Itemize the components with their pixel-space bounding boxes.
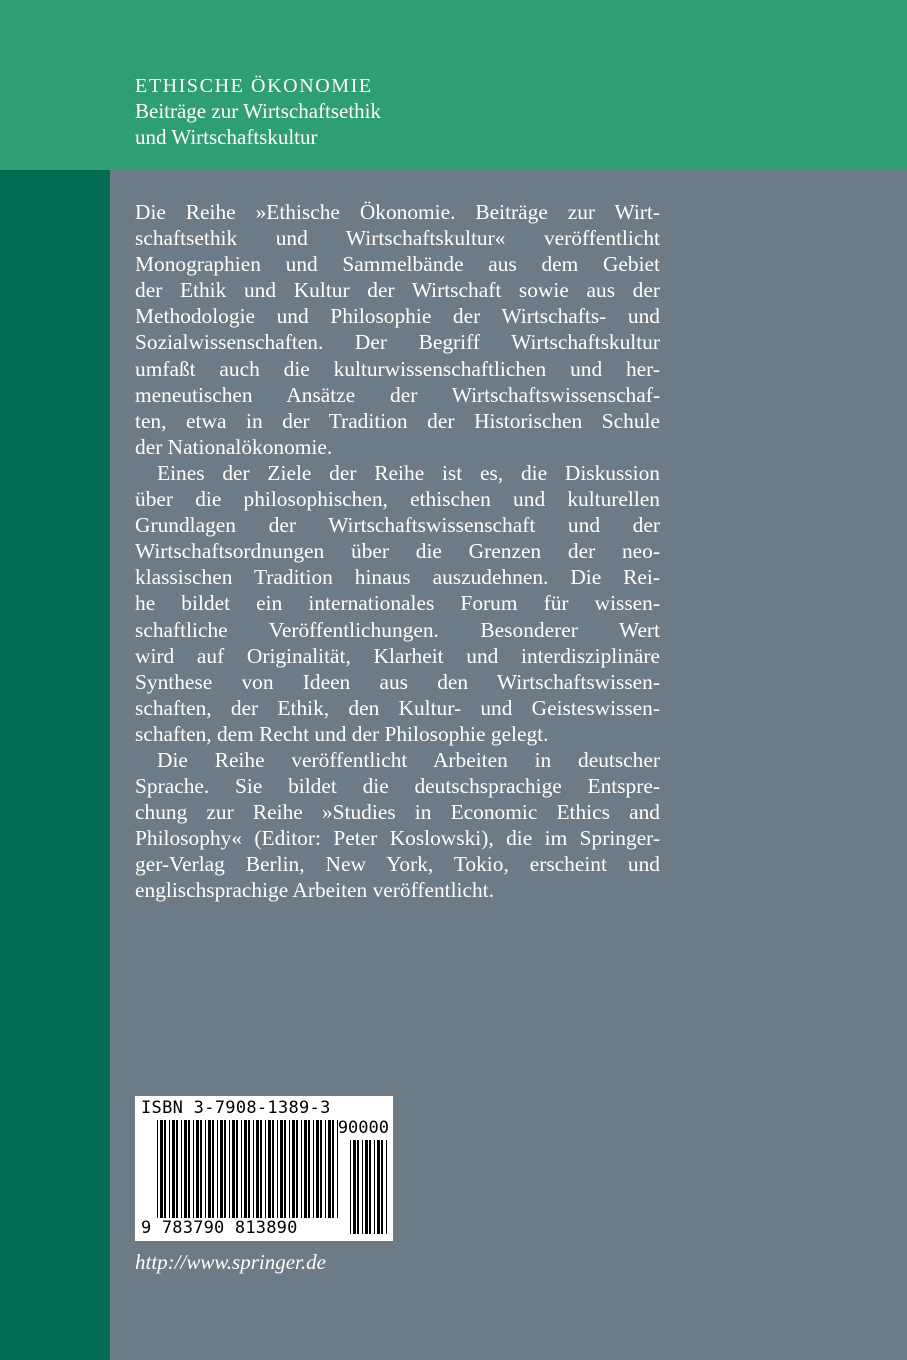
barcode-bar [188, 1120, 190, 1218]
barcode-bar [268, 1120, 271, 1218]
barcode-bar [362, 1140, 363, 1234]
description-line: umfaßt auch die kulturwissenschaftlichen und her- [135, 356, 660, 381]
series-description [135, 199, 660, 904]
barcode-bar [244, 1120, 247, 1218]
barcode-bar [277, 1120, 278, 1218]
description-line: Sozialwissenschaften. Der Begriff Wirtschaftskultur [135, 330, 660, 355]
publisher-website: http://www.springer.de [135, 1250, 326, 1274]
ean-digits: 9 783790 813890 [141, 1218, 298, 1238]
barcode-bar [313, 1120, 314, 1218]
description-line: Grundlagen der Wirtschaftswissenschaft und der [135, 513, 660, 538]
barcode-bar [365, 1140, 368, 1234]
barcode-bar [217, 1120, 218, 1218]
barcode-bar [304, 1120, 307, 1218]
description-line: englischsprachige Arbeiten veröffentlicht. [135, 878, 494, 903]
description-line: schaften, dem Recht und der Philosophie gelegt. [135, 721, 549, 746]
barcode-bar [256, 1120, 259, 1218]
barcode-bar [289, 1120, 290, 1218]
barcode-bar [200, 1120, 202, 1218]
barcode-bar [193, 1120, 194, 1218]
description-line: chung zur Reihe »Studies in Economic Ethics and [135, 800, 660, 825]
barcode-bar [248, 1120, 250, 1218]
description-line: Die Reihe »Ethische Ökonomie. Beiträge zur Wirt- [135, 200, 660, 224]
barcode-bar [212, 1120, 214, 1218]
description-line: Philosophy« (Editor: Peter Koslowski), die im Springer- [135, 826, 660, 851]
barcode-bar [176, 1120, 178, 1218]
description-line: schaftsethik und Wirtschaftskultur« veröffentlicht [135, 226, 660, 251]
isbn-label: ISBN 3-7908-1389-3 [141, 1098, 331, 1118]
description-line: schaften, der Ethik, den Kultur- und Geisteswissen- [135, 695, 660, 720]
description-line: ten, etwa in der Tradition der Historischen Schule [135, 408, 660, 433]
barcode-bar [280, 1120, 283, 1218]
description-line: wird auf Originalität, Klarheit und interdisziplinäre [135, 643, 660, 668]
description-line: meneutischen Ansätze der Wirtschaftswissenschaf- [135, 382, 660, 407]
description-line: der Ethik und Kultur der Wirtschaft sowie aus der [135, 278, 660, 303]
isbn-barcode [135, 1096, 393, 1241]
description-line: he bildet ein internationales Forum für wissen- [135, 591, 660, 616]
barcode-bar [369, 1140, 371, 1234]
barcode-bar [292, 1120, 295, 1218]
barcode-bar [357, 1140, 359, 1234]
barcode-bar [236, 1120, 238, 1218]
barcode-bar [220, 1120, 223, 1218]
description-line: Eines der Ziele der Reihe ist es, die Diskussion [157, 460, 660, 485]
description-line: Die Reihe veröffentlicht Arbeiten in deutscher [157, 747, 660, 772]
barcode-bar [296, 1120, 298, 1218]
barcode-bar [181, 1120, 182, 1218]
barcode-bar [353, 1140, 356, 1234]
description-line: klassischen Tradition hinaus auszudehnen. Die Rei- [135, 565, 660, 590]
series-subtitle-line-2: und Wirtschaftskultur [135, 125, 318, 149]
barcode-bar [328, 1120, 331, 1218]
barcode-bar [253, 1120, 254, 1218]
spine-band [0, 170, 110, 1360]
description-line: ger-Verlag Berlin, New York, Tokio, erscheint und [135, 852, 660, 877]
barcode-bar [301, 1120, 302, 1218]
series-title: ETHISCHE ÖKONOMIE [135, 75, 373, 97]
barcode-bar [325, 1120, 326, 1218]
barcode-bar [308, 1120, 310, 1218]
barcode-bar [386, 1140, 387, 1234]
barcode-bar [374, 1140, 375, 1234]
barcode-bar [224, 1120, 226, 1218]
barcode-bar [205, 1120, 206, 1218]
series-subtitle-line-1: Beiträge zur Wirtschaftsethik [135, 99, 382, 123]
barcode-bar [164, 1120, 166, 1218]
barcode-bar [377, 1140, 380, 1234]
barcode-bar [284, 1120, 286, 1218]
barcode-bar [184, 1120, 187, 1218]
price-code: 90000 [337, 1118, 389, 1138]
description-line: über die philosophischen, ethischen und kulturellen [135, 487, 660, 512]
series-subtitle [135, 98, 381, 150]
barcode-bar [157, 1120, 158, 1218]
barcode-bar [332, 1120, 334, 1218]
barcode-bar [232, 1120, 235, 1218]
description-line: schaftliche Veröffentlichungen. Besonderer Wert [135, 617, 660, 642]
barcode-bar [320, 1120, 322, 1218]
barcode-bar [208, 1120, 211, 1218]
description-line: Monographien und Sammelbände aus dem Gebiet [135, 252, 660, 277]
description-line: Synthese von Ideen aus den Wirtschaftswissen- [135, 669, 660, 694]
description-line: der Nationalökonomie. [135, 434, 333, 459]
barcode-bar [196, 1120, 199, 1218]
barcode-bar [241, 1120, 242, 1218]
barcode-bar [169, 1120, 170, 1218]
description-line: Wirtschaftsordnungen über die Grenzen der neo- [135, 539, 660, 564]
description-line: Sprache. Sie bildet die deutschsprachige Entspre- [135, 774, 660, 799]
barcode-bar [316, 1120, 319, 1218]
description-line: Methodologie und Philosophie der Wirtschafts- und [135, 304, 660, 329]
series-header [0, 0, 907, 170]
barcode-bar [381, 1140, 383, 1234]
barcode-bar [172, 1120, 175, 1218]
barcode-bar [229, 1120, 230, 1218]
barcode-bar [160, 1120, 163, 1218]
barcode-bar [350, 1140, 351, 1234]
barcode-bar [272, 1120, 274, 1218]
barcode-bar [260, 1120, 262, 1218]
barcode-bar [265, 1120, 266, 1218]
